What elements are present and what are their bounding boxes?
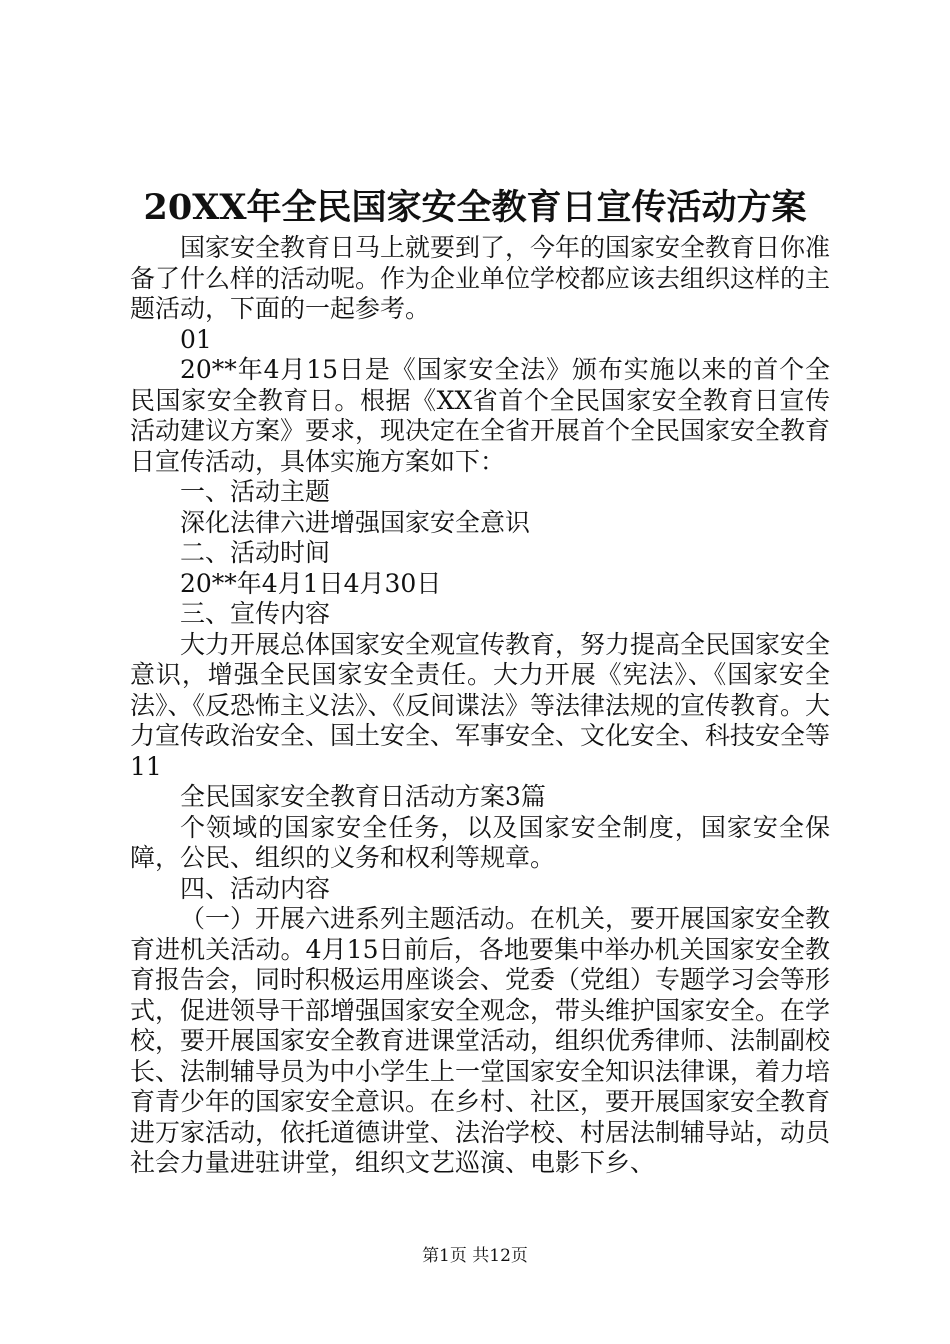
paragraph-inserted-title: 全民国家安全教育日活动方案3篇 — [180, 782, 546, 811]
page-number-footer: 第1页 共12页 — [422, 1246, 528, 1266]
heading-activity-time: 二、活动时间 — [180, 538, 331, 567]
paragraph-section-number: 01 — [180, 324, 212, 354]
paragraph-intro: 国家安全教育日马上就要到了，今年的国家安全教育日你准备了什么样的活动呢。作为企业单位学校都应该去组织这样的主题活动，下面的一起参考。 — [130, 233, 831, 323]
paragraph-time: 20**年4月1日4月30日 — [180, 568, 442, 598]
heading-activity-theme: 一、活动主题 — [180, 477, 331, 506]
document-title: 20XX年全民国家安全教育日宣传活动方案 — [143, 187, 807, 228]
document-body — [130, 233, 830, 1179]
paragraph-publicity-continued: 个领域的国家安全任务，以及国家安全制度，国家安全保障，公民、组织的义务和权利等规章。 — [130, 812, 830, 872]
paragraph-background: 20**年4月15日是《国家安全法》颁布实施以来的首个全民国家安全教育日。根据《XX省首个全民国家安全教育日宣传活动建议方案》要求，现决定在全省开展首个全民国家安全教育日宣传活动，具体实施方案如下： — [130, 355, 831, 476]
heading-publicity-content: 三、宣传内容 — [180, 599, 331, 628]
paragraph-theme: 深化法律六进增强国家安全意识 — [180, 507, 531, 537]
paragraph-publicity-content: 大力开展总体国家安全观宣传教育，努力提高全民国家安全意识，增强全民国家安全责任。大力开展《宪法》、《国家安全法》、《反恐怖主义法》、《反间谍法》等法律法规的宣传教育。大力宣传政治安全、国土安全、军事安全、文化安全、科技安全等11 — [130, 629, 831, 781]
paragraph-activity-details: （一）开展六进系列主题活动。在机关，要开展国家安全教育进机关活动。4月15日前后，各地要集中举办机关国家安全教育报告会，同时积极运用座谈会、党委（党组）专题学习会等形式，促进领导干部增强国家安全观念，带头维护国家安全。在学校，要开展国家安全教育进课堂活动，组织优秀律师、法制副校长、法制辅导员为中小学生上一堂国家安全知识法律课，着力培育青少年的国家安全意识。在乡村、社区，要开展国家安全教育进万家活动，依托道德讲堂、法治学校、村居法制辅导站，动员社会力量进驻讲堂，组织文艺巡演、电影下乡、 — [130, 904, 831, 1177]
heading-activity-content: 四、活动内容 — [180, 873, 331, 903]
